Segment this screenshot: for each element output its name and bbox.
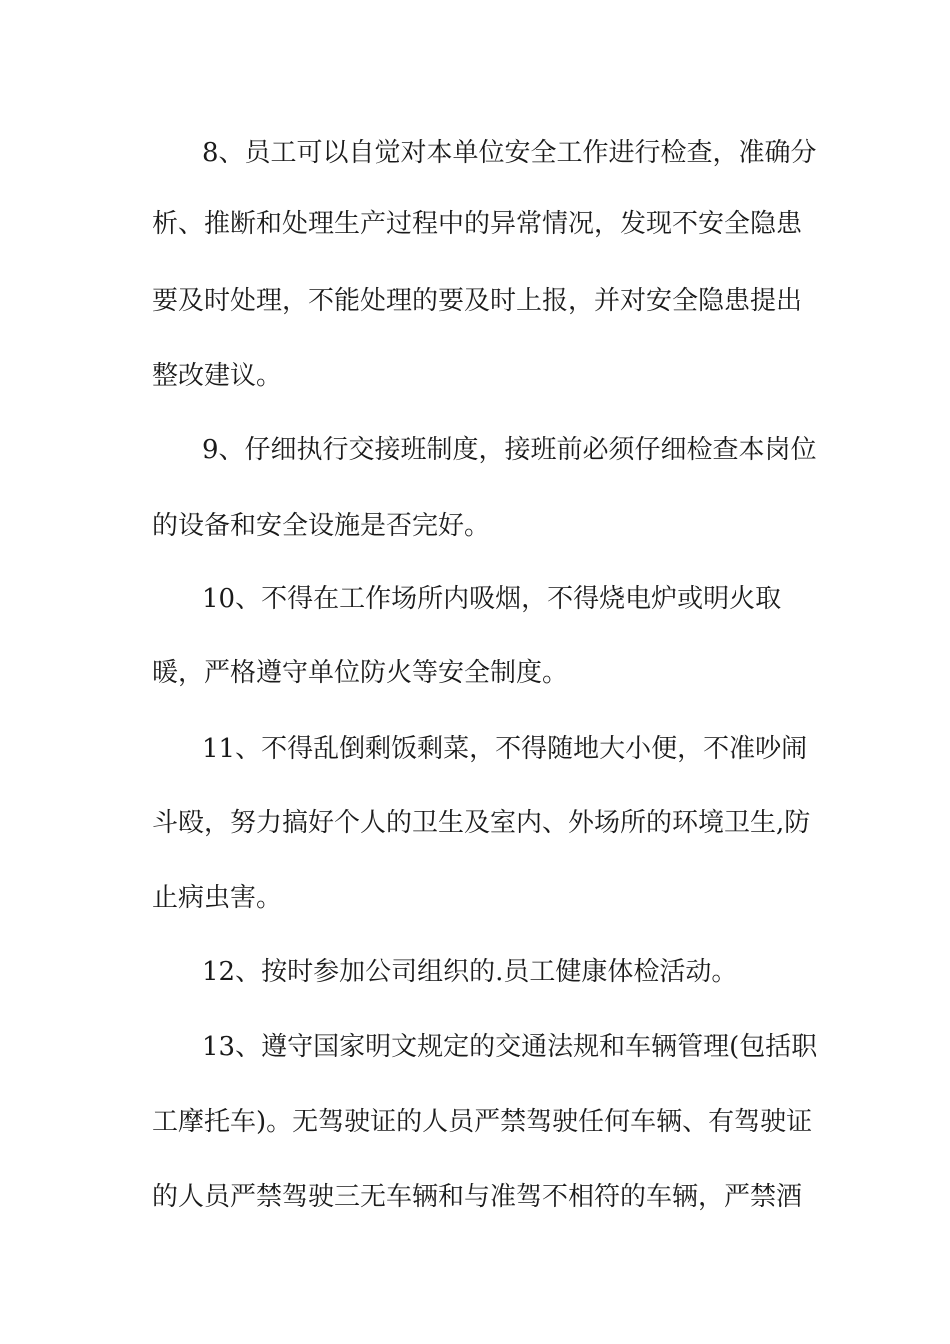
text-line: 斗殴，努力搞好个人的卫生及室内、外场所的环境卫生,防 — [152, 808, 811, 838]
text-line: 工摩托车)。无驾驶证的人员严禁驾驶任何车辆、有驾驶证 — [152, 1107, 813, 1137]
text-line: 9、仔细执行交接班制度，接班前必须仔细检查本岗位 — [202, 435, 817, 465]
text-line: 整改建议。 — [152, 361, 283, 391]
text-line: 10、不得在工作场所内吸烟，不得烧电炉或明火取 — [202, 584, 782, 614]
text-line: 止病虫害。 — [152, 883, 283, 913]
text-line: 暖，严格遵守单位防火等安全制度。 — [152, 658, 569, 688]
text-line: 11、不得乱倒剩饭剩菜，不得随地大小便，不准吵闹 — [202, 734, 808, 764]
text-line: 析、推断和处理生产过程中的异常情况，发现不安全隐患 — [152, 209, 803, 239]
text-line: 12、按时参加公司组织的.员工健康体检活动。 — [202, 957, 738, 987]
text-line: 要及时处理，不能处理的要及时上报，并对安全隐患提出 — [152, 286, 803, 316]
text-line: 8、员工可以自觉对本单位安全工作进行检查，准确分 — [202, 138, 817, 168]
text-line: 的设备和安全设施是否完好。 — [152, 511, 491, 541]
text-line: 的人员严禁驾驶三无车辆和与准驾不相符的车辆，严禁酒 — [152, 1182, 803, 1212]
text-line: 13、遵守国家明文规定的交通法规和车辆管理(包括职 — [202, 1032, 818, 1062]
